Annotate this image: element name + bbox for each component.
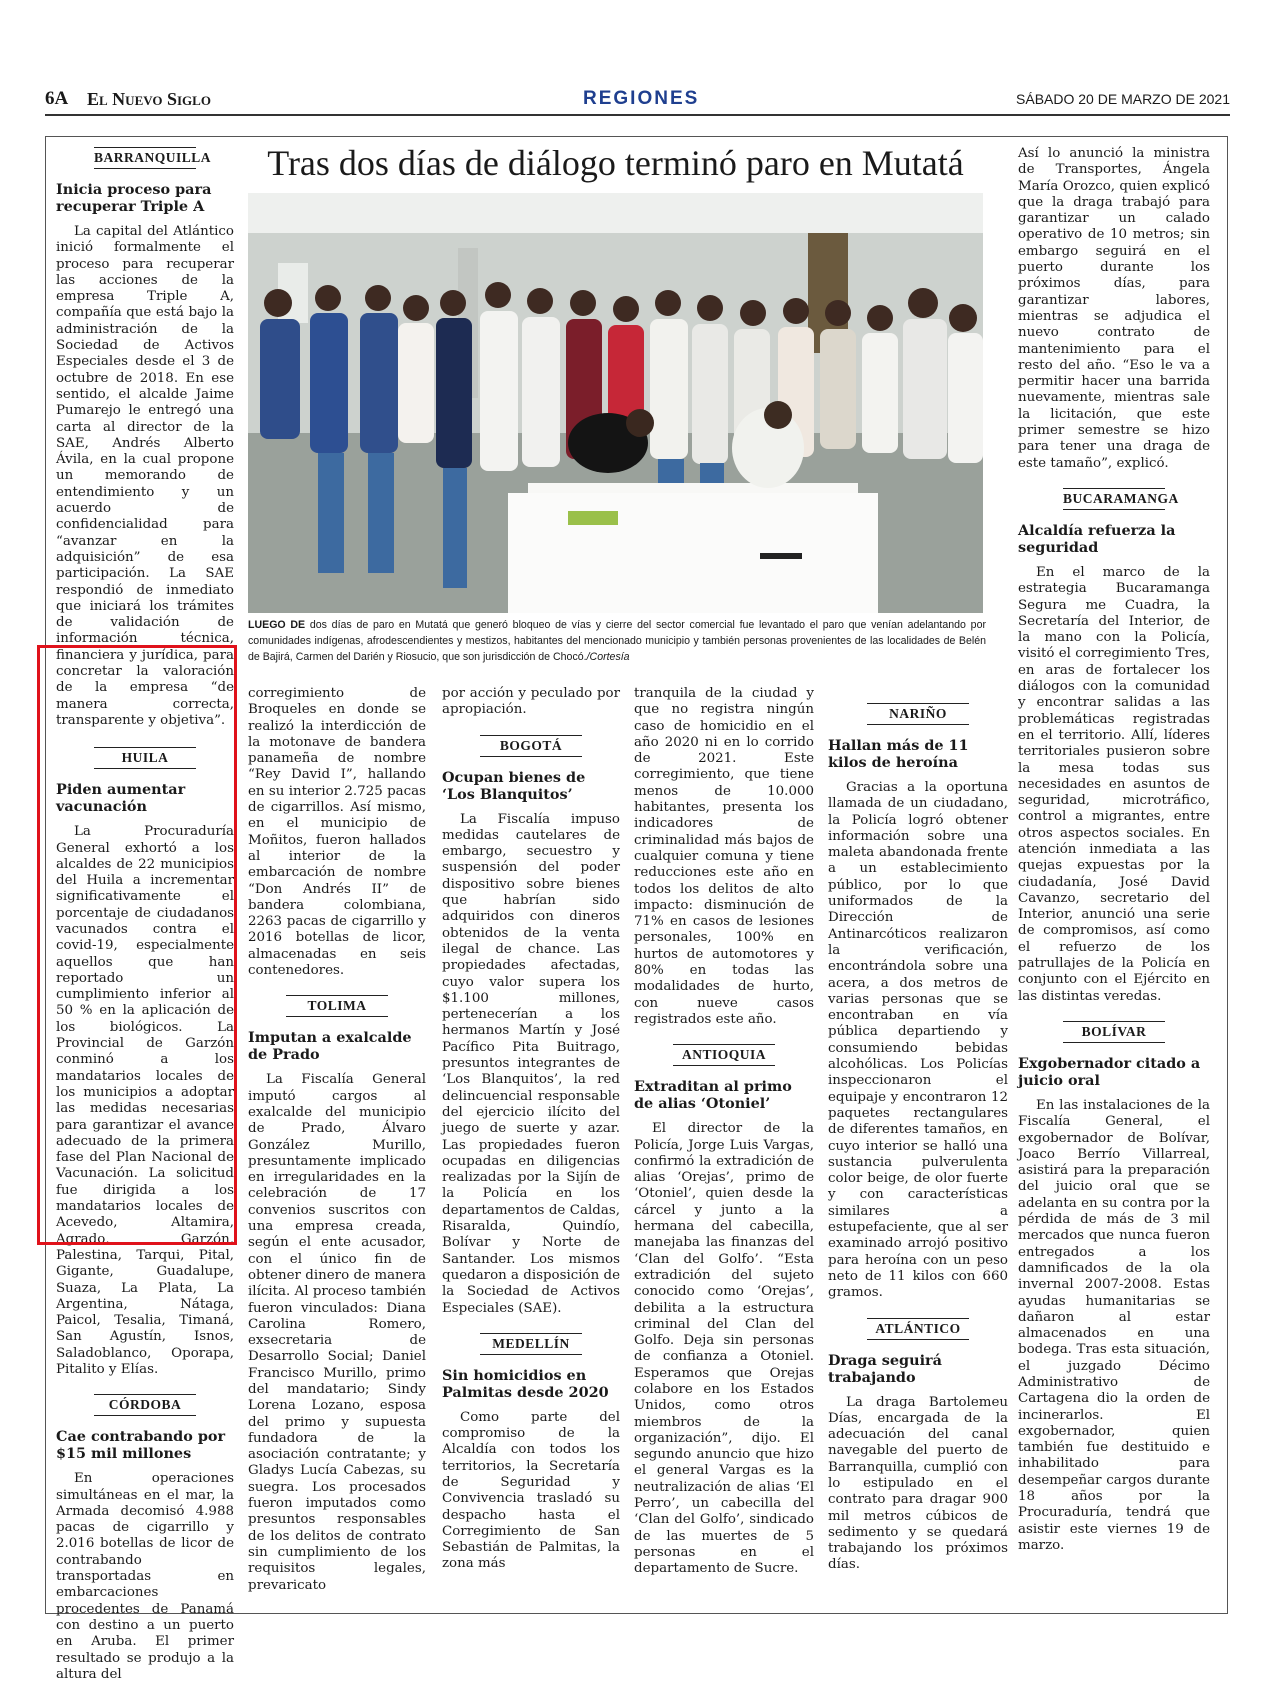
- headline-juicio: Exgobernador citado a juicio oral: [1018, 1054, 1201, 1089]
- masthead-logo: El Nuevo Siglo: [87, 89, 211, 109]
- issue-date: SÁBADO 20 DE MARZO DE 2021: [1016, 91, 1230, 107]
- body-triple-a: La capital del Atlántico inició formalmente el proceso para recuperar las acciones de la empresa Triple A, compañía que está bajo la administración de la Sociedad de Activos Especiales desde el 3 de octubre de 2018. En ese sentido, el alcalde Jaime Pumarejo le entregó una carta al director de la SAE, Andrés Alberto Ávila, en la cual propone un memorando de entendimiento y un acuerdo de confidencialidad para “avanzar en la adquisición” de esa participación. La SAE respondió de inmediato que iniciará los trámites de validación de información técnica, financiera y jurídica, para concretar la valoración de la empresa “de manera correcta, transparente y objetiva”.: [56, 224, 234, 728]
- kicker-tolima: TOLIMA: [286, 995, 388, 1017]
- kicker-bogota: BOGOTÁ: [480, 735, 582, 757]
- photo-caption: [248, 617, 986, 665]
- kicker-bolivar: BOLÍVAR: [1063, 1021, 1165, 1043]
- headline-heroina: Hallan más de 11 kilos de heroína: [828, 737, 969, 771]
- photo-illustration: [248, 193, 983, 613]
- column-4: [634, 686, 814, 1612]
- section-title: REGIONES: [583, 88, 700, 109]
- main-photo: [248, 193, 983, 613]
- body-heroina: Gracias a la oportuna llamada de un ciudadano, la Policía logró obtener información sobre una maleta abandonada frente a un establecimiento público, por lo que uniformados de la Dirección de Antinarcóticos realizaron la verificación, encontrándola sobre una acera, a dos metros de varias personas que se encontraban en vía pública departiendo y consumiendo bebidas alcohólicas. Los Policías inspeccionaron el equipaje y encontraron 12 paquetes rectangulares de diferentes tamaños, en cuyo interior se halló una sustancia pulverulenta color beige, de olor fuerte y con características similares a estupefaciente, que al ser examinado arrojó positivo para heroína con un peso neto de 11 kilos con 660 gramos.: [828, 780, 1008, 1301]
- main-headline: Tras dos días de diálogo terminó paro en Mutatá: [267, 143, 964, 183]
- body-seguridad: En el marco de la estrategia Bucaramanga Segura me Cuadra, la Secretaría del Interior, de la mano con la Policía, visitó el corregimiento Tres, en aras de fortalecer los diálogos con la comunidad y encontrar salidas a las problemáticas registradas en el territorio. Allí, líderes territoriales pusieron sobre la mesa todas sus necesidades en asuntos de seguridad, microtráfico, control a migrantes, entre otros aspectos sociales. En atención inmediata a las quejas expuestas por la ciudadanía, José David Cavanzo, secretario del Interior, anunció una serie de compromisos, así como el refuerzo de los patrullajes de la Policía en conjunto con el Ejército en las distintas veredas.: [1018, 564, 1210, 1004]
- kicker-cordoba: CÓRDOBA: [94, 1394, 196, 1416]
- body-prado-cont: por acción y peculado por apropiación.: [442, 686, 620, 718]
- headline-otoniel: Extraditan al primo de alias ‘Otoniel’: [634, 1078, 792, 1113]
- headline-contrabando: Cae contrabando por $15 mil millones: [56, 1428, 226, 1463]
- kicker-atlantico: ATLÁNTICO: [867, 1318, 969, 1340]
- body-palmitas-cont: tranquila de la ciudad y que no registra ningún caso de homicidio en el año 2020 ni en lo corrido de 2021. Este corregimiento, que tiene menos de 10.000 habitantes, presenta los indicadores de criminalidad más bajos de cualquier comuna y tiene reducciones este año en todos los delitos de alto impacto: disminución de 71% en casos de lesiones personales, 100% en hurtos de automotores y 80% en todas las modalidades de hurto, con nueve casos registrados este año.: [634, 686, 814, 1027]
- body-prado: La Fiscalía General imputó cargos al exalcalde del municipio de Prado, Álvaro González Murillo, presuntamente implicado en irregularidades en la celebración de 17 convenios suscritos con una empresa creada, según el ente acusador, con el único fin de obtener dinero de manera ilícita. Al proceso también fueron vinculados: Diana Carolina Romero, exsecretaria de Desarrollo Social; Daniel Francisco Murillo, primo del mandatario; Sindy Lorena Lozano, esposa del primo y supuesta fundadora de la asociación contratante; y Gladys Lucía Cabezas, su suegra. Los procesados fueron imputados como presuntos responsables de los delitos de contrato sin cumplimiento de los requisitos legales, prevaricato: [248, 1072, 426, 1593]
- body-contrabando: En operaciones simultáneas en el mar, la Armada decomisó 4.988 pacas de cigarrillo y 2.016 botellas de licor de contrabando transportadas en embarcaciones procedentes de Panamá con destino a un puerto en Aruba. El primer resultado se produjo a la altura del: [56, 1471, 234, 1682]
- kicker-antioquia: ANTIOQUIA: [673, 1044, 775, 1066]
- body-draga-cont: Así lo anunció la ministra de Transportes, Ángela María Orozco, quien explicó que la draga trabajó para garantizar un calado operativo de 10 metros; sin embargo seguirá en el puerto durante los próximos días, para garantizar labores, mientras se adjudica el nuevo contrato de mantenimiento para el resto del año. “Eso le va a permitir hacer una barrida nuevamente, mientras sale la licitación, que este primer semestre se hizo para tener una draga de este tamaño”, explicó.: [1018, 146, 1210, 471]
- headline-triple-a: Inicia proceso para recuperar Triple A: [56, 181, 212, 215]
- headline-blanquitos: Ocupan bienes de ‘Los Blanquitos’: [442, 768, 586, 803]
- body-contrabando-cont: corregimiento de Broqueles en donde se realizó la interdicción de la motonave de bandera panameña de nombre “Rey David I”, hallando en su interior 2.725 pacas de cigarrillos. Así mismo, en el municipio de Moñitos, fueron hallados al interior de la embarcación de nombre “Don Andrés II” de bandera colombiana, 2263 pacas de cigarrillo y 2016 botellas de licor, almacenadas en seis contenedores.: [248, 686, 426, 979]
- column-6: [1018, 146, 1210, 1612]
- column-2: [248, 686, 426, 1612]
- kicker-bucaramanga: BUCARAMANGA: [1063, 488, 1165, 510]
- body-draga: La draga Bartolemeu Días, encargada de la adecuación del canal navegable del puerto de Barranquilla, cumplió con lo estipulado en el contrato para dragar 900 mil metros cúbicos de sedimento y se quedará trabajando los próximos días.: [828, 1394, 1008, 1573]
- kicker-huila: HUILA: [94, 747, 196, 769]
- body-blanquitos: La Fiscalía impuso medidas cautelares de embargo, secuestro y suspensión del poder dispositivo sobre bienes que habrían sido adquiridos con dineros obtenidos de la venta ilegal de chance. Las propiedades afectadas, cuyo valor supera los $1.100 millones, pertenecerían a los hermanos Martín y José Pacífico Pita Buitrago, presuntos integrantes de ‘Los Blanquitos’, la red delincuencial responsable del ejercicio ilícito del juego de suerte y azar. Las propiedades fueron ocupadas en diligencias realizadas por la Sijín de la Policía en los departamentos de Caldas, Risaralda, Quindío, Bolívar y Norte de Santander. Los mismos quedaron a disposición de la Sociedad de Activos Especiales (SAE).: [442, 811, 620, 1316]
- body-otoniel: El director de la Policía, Jorge Luis Vargas, confirmó la extradición de alias ‘Orejas’, primo de ‘Otoniel’, quien desde la cárcel y junto a la hermana del cabecilla, manejaba las finanzas del ‘Clan del Golfo’. “Esta extradición del sujeto conocido como ‘Orejas’, debilita a la estructura criminal del Clan del Golfo. Deja sin personas de confianza a Otoniel. Esperamos que Orejas colabore en los Estados Unidos, como otros miembros de la organización”, dijo. El segundo anuncio que hizo el general Vargas es la neutralización de alias ‘El Perro’, un cabecilla del ‘Clan del Golfo’, sindicado de las muertes de 5 personas en el departamento de Sucre.: [634, 1121, 814, 1577]
- body-palmitas: Como parte del compromiso de la Alcaldía con todos los territorios, la Secretaría de Seguridad y Convivencia trasladó su despacho hasta el Corregimiento de San Sebastián de Palmitas, la zona más: [442, 1409, 620, 1572]
- headline-prado: Imputan a exalcalde de Prado: [248, 1029, 412, 1064]
- caption-lead: LUEGO DE: [248, 619, 306, 631]
- header-rule: [45, 114, 1230, 116]
- headline-draga: Draga seguirá trabajando: [828, 1351, 942, 1386]
- kicker-barranquilla: BARRANQUILLA: [94, 147, 196, 169]
- column-5: [828, 703, 1008, 1612]
- body-juicio: En las instalaciones de la Fiscalía General, el exgobernador de Bolívar, Joaco Berrío Villarreal, asistirá para la preparación del juicio oral que se adelanta en su contra por la pérdida de más de 3 mil mercados que nunca fueron entregados a los damnificados de la ola invernal 2007-2008. Estas ayudas humanitarias se dañaron al estar almacenados en una bodega. Tras esta situación, el juzgado Décimo Administrativo de Cartagena dio la orden de incinerarlos. El exgobernador, quien también fue destituido e inhabilitado para desempeñar cargos durante 18 años por la Procuraduría, tendrá que asistir este viernes 19 de marzo.: [1018, 1097, 1210, 1553]
- headline-vacunacion: Piden aumentar vacunación: [56, 781, 186, 816]
- caption-credit: /Cortesía: [586, 651, 630, 663]
- page-header: [45, 88, 1230, 114]
- caption-text: dos días de paro en Mutatá que generó bloqueo de vías y cierre del sector comercial fue levantado el paro que venían adelantando por comunidades indígenas, afrodescendientes y mestizos, habitantes del mencionado municipio y también personas provenientes de las localidades de Belén de Bajirá, Carmen del Darién y Riosucio, que son jurisdicción de Chocó.: [248, 619, 986, 663]
- kicker-medellin: MEDELLÍN: [480, 1333, 582, 1355]
- page-number: 6A: [45, 88, 69, 109]
- body-vacunacion: La Procuraduría General exhortó a los alcaldes de 22 municipios del Huila a incrementar significativamente el porcentaje de ciudadanos vacunados contra el covid-19, especialmente aquellos que han reportado un cumplimiento inferior al 50 % en la aplicación de los biológicos. La Provincial de Garzón conminó a los mandatarios locales de los municipios a adoptar las medidas necesarias para garantizar el avance adecuado de la primera fase del Plan Nacional de Vacunación. La solicitud fue dirigida a los mandatarios locales de Acevedo, Altamira, Agrado, Garzón, Palestina, Tarqui, Pital, Gigante, Guadalupe, Suaza, La Plata, La Argentina, Nátaga, Paicol, Tesalia, Timaná, San Agustín, Isnos, Saladoblanco, Oporapa, Pitalito y Elías.: [56, 824, 234, 1377]
- highlight-box: [37, 645, 237, 1245]
- headline-seguridad: Alcaldía refuerza la seguridad: [1018, 521, 1176, 556]
- kicker-narino: NARIÑO: [867, 703, 969, 725]
- headline-palmitas: Sin homicidios en Palmitas desde 2020: [442, 1366, 609, 1401]
- column-3: [442, 686, 620, 1612]
